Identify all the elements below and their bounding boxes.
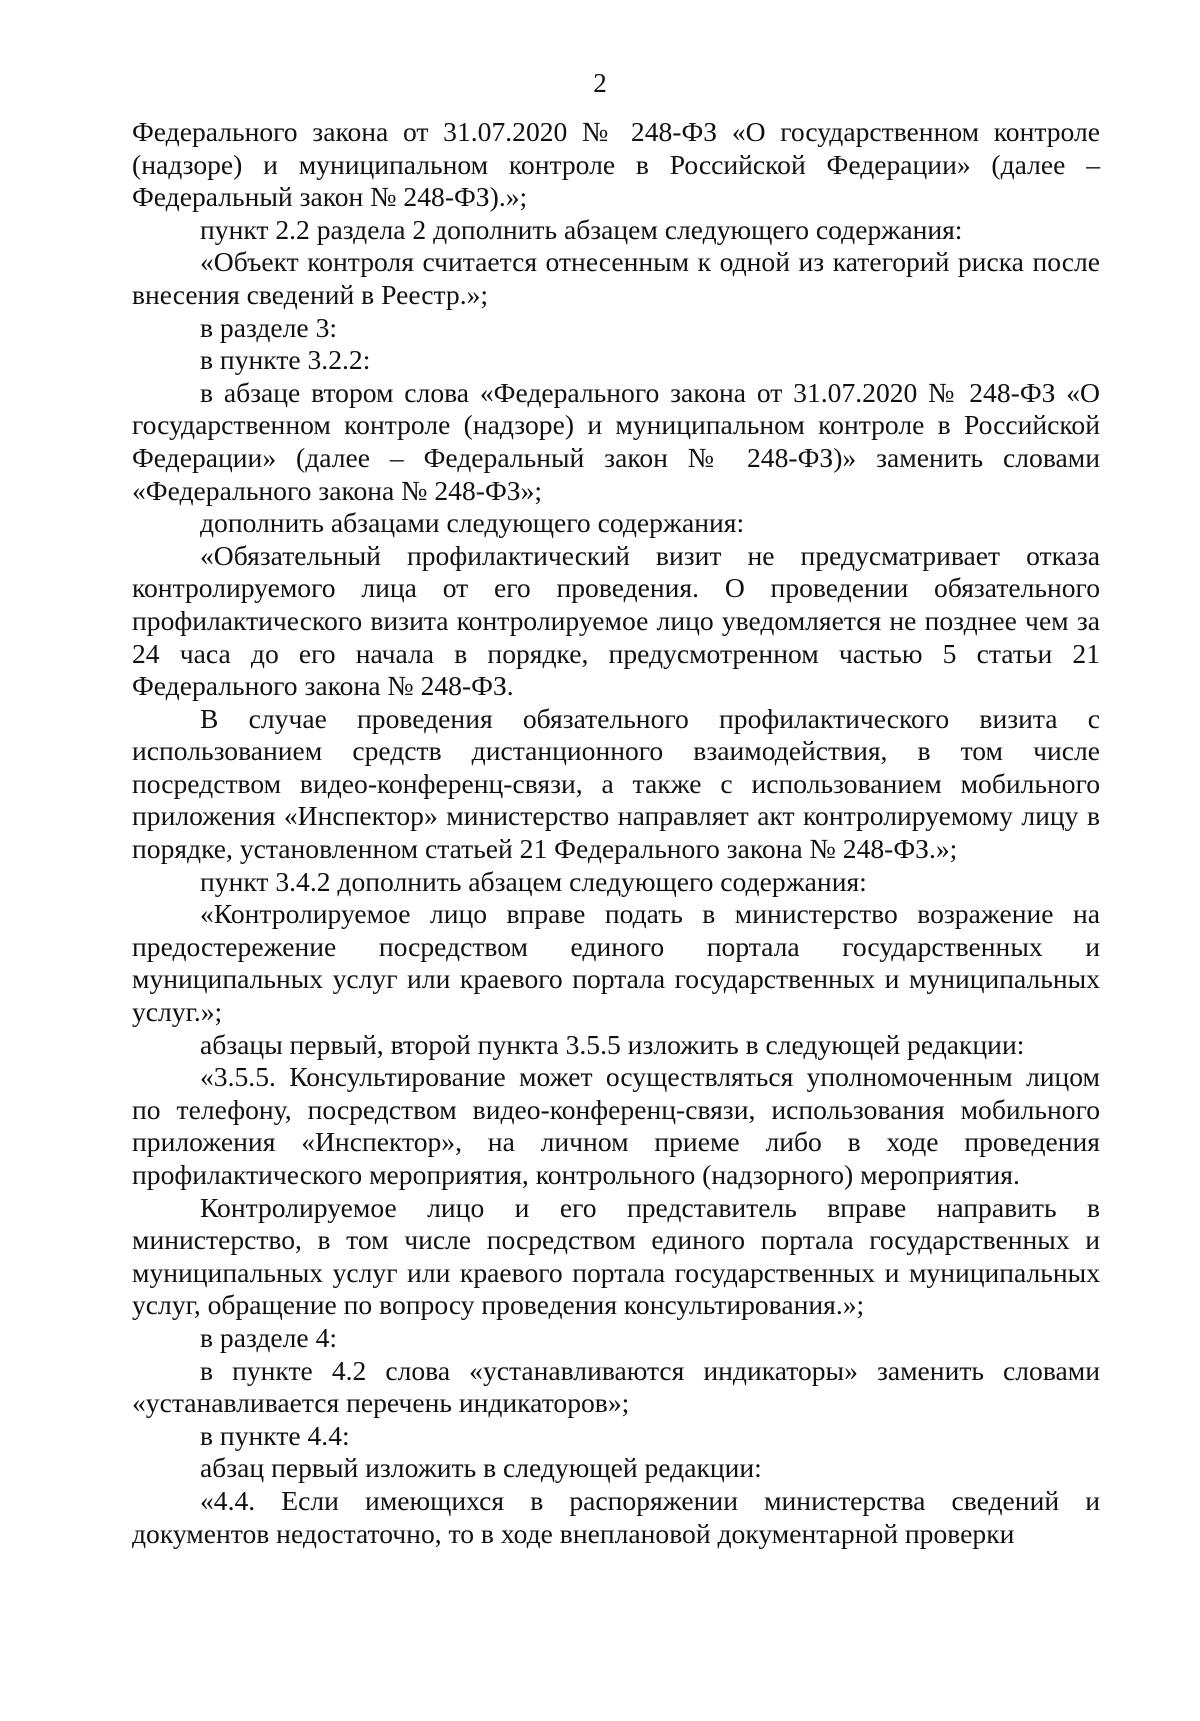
paragraph: «4.4. Если имеющихся в распоряжении министерства сведений и документов недостаточно, то в ходе внеплановой документарной проверки: [132, 1484, 1100, 1549]
document-body: [132, 116, 1100, 1550]
paragraph: пункт 2.2 раздела 2 дополнить абзацем следующего содержания:: [200, 213, 963, 245]
paragraph: «3.5.5. Консультирование может осуществляться уполномоченным лицом по телефону, посредством видео-конференц-связи, использования мобильного приложения «Инспектор», на личном приеме либо в ходе проведения профилактического мероприятия, контрольного (надзорного) мероприятия.: [132, 1061, 1100, 1190]
paragraph: В случае проведения обязательного профилактического визита с использованием средств дистанционного взаимодействия, в том числе посредством видео-конференц-связи, а также с использованием мобильного приложения «Инспектор» министерство направляет акт контролируемому лицу в порядке, установленном статьей 21 Федерального закона № 248-ФЗ.»;: [132, 702, 1100, 865]
paragraph: пункт 3.4.2 дополнить абзацем следующего содержания:: [200, 865, 867, 897]
paragraph: в пункте 3.2.2:: [200, 344, 371, 376]
paragraph: в пункте 4.2 слова «устанавливаются индикаторы» заменить словами «устанавливается перечень индикаторов»;: [132, 1354, 1100, 1419]
paragraph: в абзаце втором слова «Федерального закона от 31.07.2020 № 248-ФЗ «О государственном контроле (надзоре) и муниципальном контроле в Российской Федерации» (далее – Федеральный закон № 248-ФЗ)» заменить словами «Федерального закона № 248-ФЗ»;: [132, 376, 1100, 506]
paragraph: в разделе 3:: [200, 311, 338, 343]
paragraph: дополнить абзацами следующего содержания:: [200, 507, 745, 539]
paragraph: «Обязательный профилактический визит не предусматривает отказа контролируемого лица от его проведения. О проведении обязательного профилактического визита контролируемое лицо уведомляется не позднее чем за 24 часа до его начала в порядке, предусмотренном частью 5 статьи 21 Федерального закона № 248-ФЗ.: [132, 539, 1100, 702]
paragraph: Федерального закона от 31.07.2020 № 248-ФЗ «О государственном контроле (надзоре) и муниципальном контроле в Российской Федерации» (далее – Федеральный закон № 248-ФЗ).»;: [132, 116, 1100, 213]
paragraph: «Объект контроля считается отнесенным к одной из категорий риска после внесения сведений в Реестр.»;: [132, 246, 1100, 310]
paragraph: в разделе 4:: [200, 1321, 338, 1353]
paragraph: Контролируемое лицо и его представитель вправе направить в министерство, в том числе посредством единого портала государственных и муниципальных услуг или краевого портала государственных и муниципальных услуг, обращение по вопросу проведения консультирования.»;: [132, 1191, 1100, 1321]
paragraph: абзац первый изложить в следующей редакции:: [200, 1452, 762, 1484]
page-number: 2: [593, 68, 607, 98]
paragraph: в пункте 4.4:: [200, 1419, 350, 1451]
paragraph: «Контролируемое лицо вправе подать в министерство возражение на предостережение посредством единого портала государственных и муниципальных услуг или краевого портала государственных и муниципальных услуг.»;: [132, 898, 1100, 1028]
paragraph: абзацы первый, второй пункта 3.5.5 изложить в следующей редакции:: [200, 1028, 1025, 1060]
